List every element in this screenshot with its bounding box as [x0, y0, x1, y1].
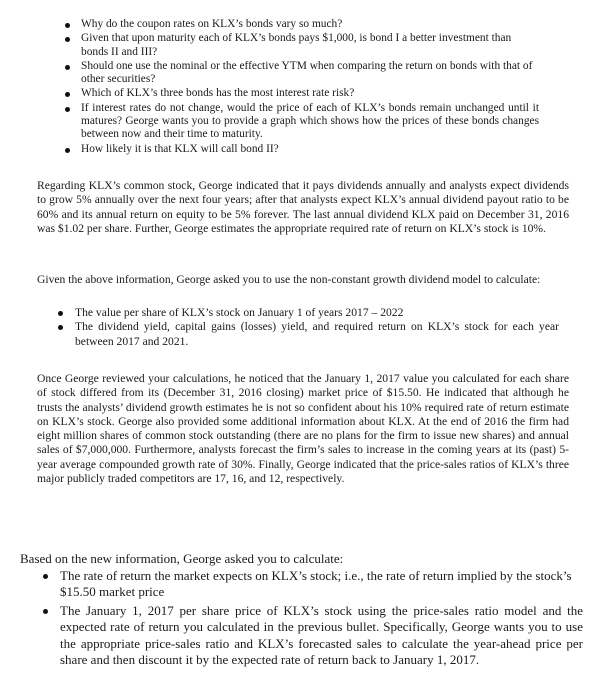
- bullet-icon: [58, 325, 63, 330]
- list-item-text: Why do the coupon rates on KLX’s bonds vary so much?: [81, 18, 343, 30]
- bullet-icon: [65, 37, 70, 42]
- stock-paragraph: Regarding KLX’s common stock, George indicated that it pays dividends annually and analysts expect dividends to grow 5% annually over the next four years; after that analysts expect KLX’s annual dividend payout ratio to be 60% and its annual return on equity to be 5% forever. The last annual dividend KLX paid on December 31, 2016 was $1.02 per share. Further, George estimates the appropriate required rate of return on KLX’s stock is 10%.: [37, 179, 569, 235]
- list-item: [0, 603, 611, 669]
- bullet-icon: [65, 65, 70, 70]
- list-item: [0, 143, 611, 156]
- list-item: [0, 18, 611, 31]
- bullet-icon: [65, 107, 70, 112]
- bullet-icon: [43, 574, 48, 579]
- list-item: [0, 306, 611, 320]
- list-item-text: How likely it is that KLX will call bond II?: [81, 142, 279, 155]
- list-item-text: Should one use the nominal or the effective YTM when comparing the return on bonds with that of other securities?: [81, 59, 533, 86]
- list-item: [0, 60, 611, 87]
- list-item: [0, 32, 611, 59]
- list-item-text: The January 1, 2017 per share price of KLX’s stock using the price-sales ratio model and the expected rate of return you calculated in the previous bullet. Specifically, George wants you to use the appropriate price-sales ratio and KLX’s forecasted sales to calculate the year-ahead price per share and then discount it by the expected rate of return back to January 1, 2017.: [60, 602, 583, 668]
- bullet-icon: [43, 609, 48, 614]
- list-item-text: Given that upon maturity each of KLX’s bonds pays $1,000, is bond I a better investment than bonds II and III?: [81, 32, 512, 58]
- list-item-text: The rate of return the market expects on KLX’s stock; i.e., the rate of return implied by the stock’s $15.50 market price: [60, 568, 572, 600]
- list-item-text: If interest rates do not change, would the price of each of KLX’s bonds remain unchanged until it matures? George wants you to provide a graph which shows how the prices of these bonds changes between now and their time to maturity.: [81, 101, 539, 141]
- list-item: [0, 102, 611, 142]
- list-item-text: The dividend yield, capital gains (losses) yield, and required return on KLX’s stock for each year between 2017 and 2021.: [75, 320, 559, 348]
- bullet-icon: [65, 23, 70, 28]
- list-item-text: The value per share of KLX’s stock on January 1 of years 2017 – 2022: [75, 306, 404, 319]
- bullet-icon: [65, 92, 70, 97]
- model-intro-paragraph: Given the above information, George asked you to use the non-constant growth dividend model to calculate:: [37, 273, 541, 286]
- bullet-icon: [58, 311, 63, 316]
- new-info-paragraph: Based on the new information, George asked you to calculate:: [20, 551, 344, 566]
- review-paragraph: Once George reviewed your calculations, he noticed that the January 1, 2017 value you calculated for each share of stock differed from its (December 31, 2016 closing) market price of $15.50. He indicated that although he trusts the analysts’ dividend growth estimates he is not so confident about his 10% required rate of return estimate on KLX’s stock. George also provided some additional information about KLX. At the end of 2016 the firm had eight million shares of common stock outstanding (there are no plans for the firm to issue new shares) and annual sales of $7,000,000. Furthermore, analysts forecast the firm’s sales to increase in the coming years at its (past) 5-year average compounded growth rate of 30%. Finally, George indicated that the price-sales ratios of KLX’s three major publicly traded competitors are 17, 16, and 12, respectively.: [37, 372, 569, 486]
- model-questions-list: [0, 306, 611, 349]
- bullet-icon: [65, 148, 70, 153]
- list-item-text: Which of KLX’s three bonds has the most interest rate risk?: [81, 87, 355, 100]
- list-item: [0, 568, 611, 601]
- bond-questions-list: [0, 18, 611, 157]
- new-info-questions-list: [0, 568, 611, 670]
- list-item: [0, 320, 611, 349]
- list-item: [0, 87, 611, 100]
